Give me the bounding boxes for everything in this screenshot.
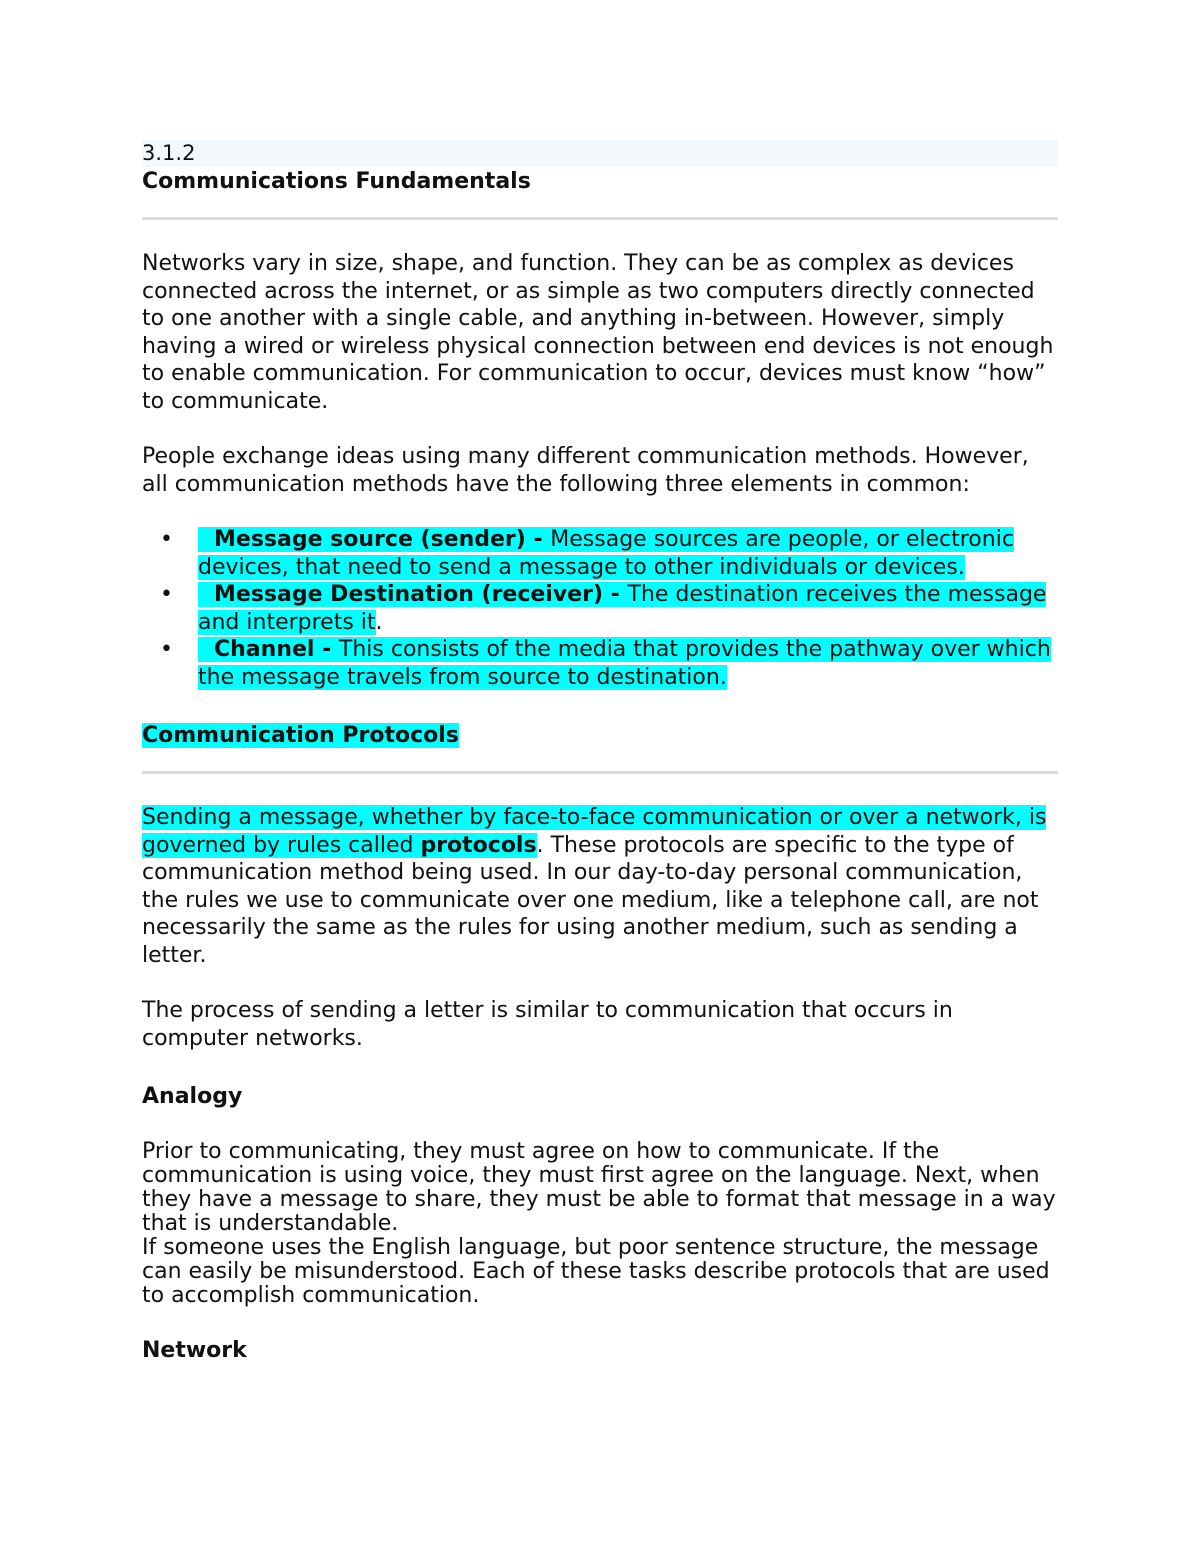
element-description: The destination receives the message and interprets it [198,582,1047,635]
element-separator: - [525,527,551,552]
network-heading: Network [142,1338,247,1363]
communication-elements-list [142,526,1058,691]
protocols-text-a: Sending a message, whether by face-to-face communication or over a network, is governed by rules called [142,805,1047,858]
element-term: Message source (sender) [214,527,526,552]
bullet-icon: • [160,527,173,552]
section-title: Communications Fundamentals [142,169,531,194]
highlighted-text [198,582,1046,635]
protocols-text-rest: . These protocols are specific to the type of communication method being used. In our day-to-day personal communication, the rules we use to communicate over one medium, like a telephone call, are not necessarily the same as the rules for using another medium, such as sending a letter. [142,832,1039,968]
protocols-heading [142,721,1058,751]
highlighted-text [198,637,1051,690]
analogy-line-1: Prior to communicating, they must agree on how to communicate. If the communication is using voice, they must first agree on the language. Next, when they have a message to share, they must be able to format that message in a way that is understandable. [142,1139,1056,1236]
protocols-paragraph-1 [142,804,1058,969]
analogy-body [142,1140,1058,1308]
protocols-heading-text: Communication Protocols [142,723,459,748]
analogy-heading: Analogy [142,1084,243,1109]
bullet-icon: • [160,637,173,662]
element-term: Message Destination (receiver) [214,582,604,607]
protocols-paragraph-2: The process of sending a letter is similar to communication that occurs in computer networks. [142,998,953,1051]
element-description: This consists of the media that provides the pathway over which the message travels from source to destination. [198,637,1051,690]
intro-paragraph-2: People exchange ideas using many different communication methods. However, all communication methods have the following three elements in common: [142,444,1029,497]
list-item [142,581,1058,636]
intro-paragraph-1: Networks vary in size, shape, and function. They can be as complex as devices connected across the internet, or as simple as two computers directly connected to one another with a single cable, and anything in-between. However, simply having a wired or wireless physical connection between end devices is not enough to enable communication. For communication to occur, devices must know “how” to communicate. [142,251,1054,414]
element-term: Channel [214,637,315,662]
element-separator: - [603,582,628,607]
document-body [142,140,1058,1366]
element-description: Message sources are people, or electronic devices, that need to send a message to other individuals or devices. [198,527,1014,580]
divider [142,217,1058,220]
element-separator: - [314,637,339,662]
divider [142,771,1058,774]
highlighted-text [198,527,1014,580]
element-tail: . [375,609,383,635]
protocols-keyword: protocols [420,832,537,858]
bullet-icon: • [160,582,173,607]
list-item [142,636,1058,691]
analogy-line-2: If someone uses the English language, but poor sentence structure, the message can easily be misunderstood. Each of these tasks describe protocols that are used to accomplish communication. [142,1235,1050,1308]
list-item [142,526,1058,581]
section-number: 3.1.2 [142,140,1058,167]
